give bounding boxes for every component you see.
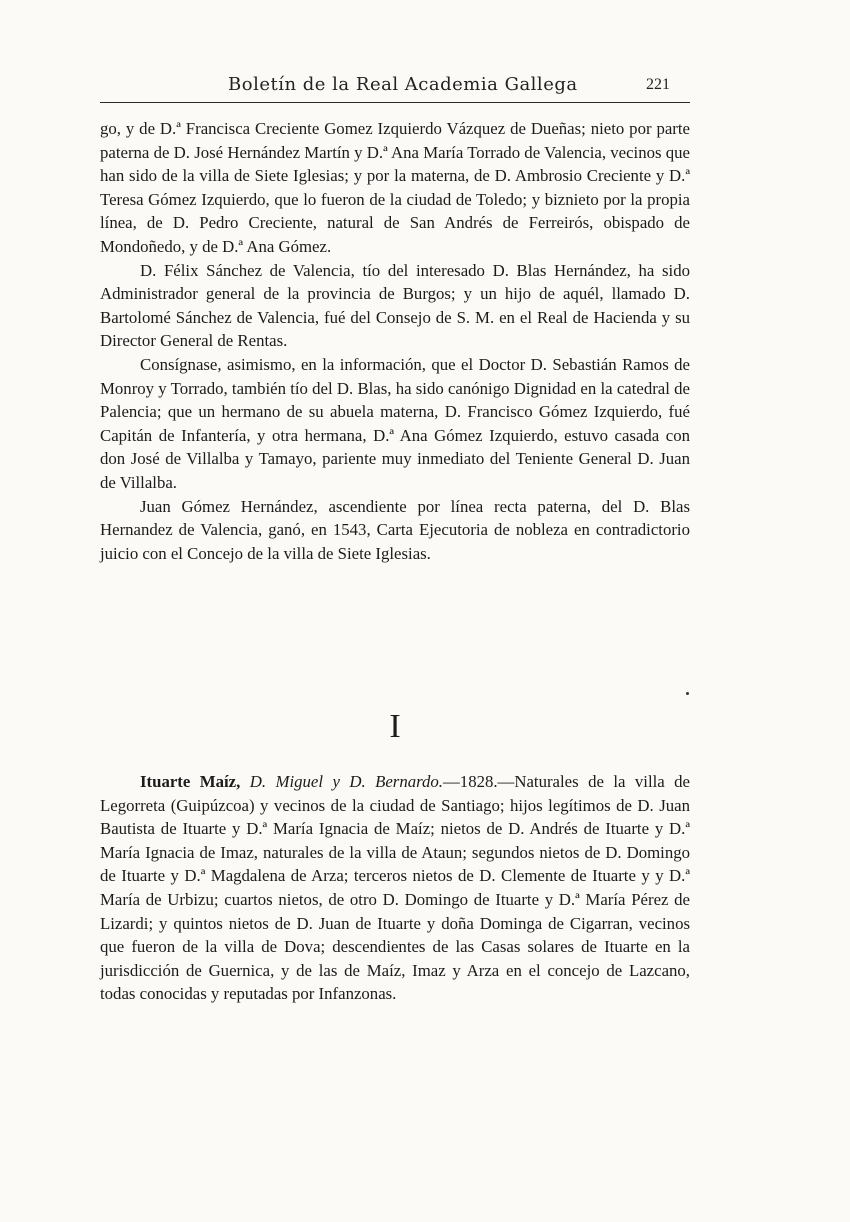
entry-text: —1828.—Naturales de la villa de Legorreta (Guipúzcoa) y vecinos de la ciudad de Santiago; hijos legítimos de D. Juan Bautista de Ituarte y D.ª María Ignacia de Maíz; nietos de D. Andrés de Ituarte y D.ª María Ignacia de Imaz, naturales de la villa de Ataun; segundos nietos de D. Domingo de Ituarte y D.ª Magdalena de Arza; terceros nietos de D. Clemente de Ituarte y y D.ª María de Urbizu; cuartos nietos, de otro D. Domingo de Ituarte y D.ª María Pérez de Lizardi; y quintos nietos de D. Juan de Ituarte y doña Dominga de Cigarran, vecinos que fueron de la villa de Dova; descendientes de las Casas solares de Ituarte en la jurisdicción de Guernica, y de las de Maíz, Imaz y Arza en el concejo de Lazcano, todas conocidas y reputadas por Infanzonas. [100,772,690,1004]
speck-mark [686,692,689,695]
entry-given-names: D. Miguel y D. Bernardo. [249,772,444,791]
body-text [100,117,690,565]
entry-paragraph [100,770,690,1006]
page-header [100,70,690,103]
running-title: Boletín de la Real Academia Gallega [228,74,578,95]
genealogy-entry [100,770,690,1006]
entry-surname: Ituarte Maíz, [140,772,241,791]
section-letter-heading: I [389,708,401,745]
paragraph: D. Félix Sánchez de Valencia, tío del interesado D. Blas Hernández, ha sido Administrador general de la provincia de Burgos; y un hijo de aquél, llamado D. Bartolomé Sánchez de Valencia, fué del Consejo de S. M. en el Real de Hacienda y su Director General de Rentas. [100,260,690,351]
page-number: 221 [646,76,670,93]
paragraph: Juan Gómez Hernández, ascendiente por línea recta paterna, del D. Blas Hernandez de Valencia, ganó, en 1543, Carta Ejecutoria de nobleza en contradictorio juicio con el Concejo de la villa de Siete Iglesias. [100,496,690,563]
paragraph: Consígnase, asimismo, en la información, que el Doctor D. Sebastián Ramos de Monroy y Torrado, también tío del D. Blas, ha sido canónigo Dignidad en la catedral de Palencia; que un hermano de su abuela materna, D. Francisco Gómez Izquierdo, fué Capitán de Infantería, y otra hermana, D.ª Ana Gómez Izquierdo, estuvo casada con don José de Villalba y Tamayo, pariente muy inmediato del Teniente General D. Juan de Villalba. [100,354,690,492]
paragraph-continuation: go, y de D.ª Francisca Creciente Gomez Izquierdo Vázquez de Dueñas; nieto por parte paterna de D. José Hernández Martín y D.ª Ana María Torrado de Valencia, vecinos que han sido de la villa de Siete Iglesias; y por la materna, de D. Ambrosio Creciente y D.ª Teresa Gómez Izquierdo, que lo fueron de la ciudad de Toledo; y biznieto por la propia línea, de D. Pedro Creciente, natural de San Andrés de Ferreirós, obispado de Mondoñedo, y de D.ª Ana Gómez. [100,119,690,256]
